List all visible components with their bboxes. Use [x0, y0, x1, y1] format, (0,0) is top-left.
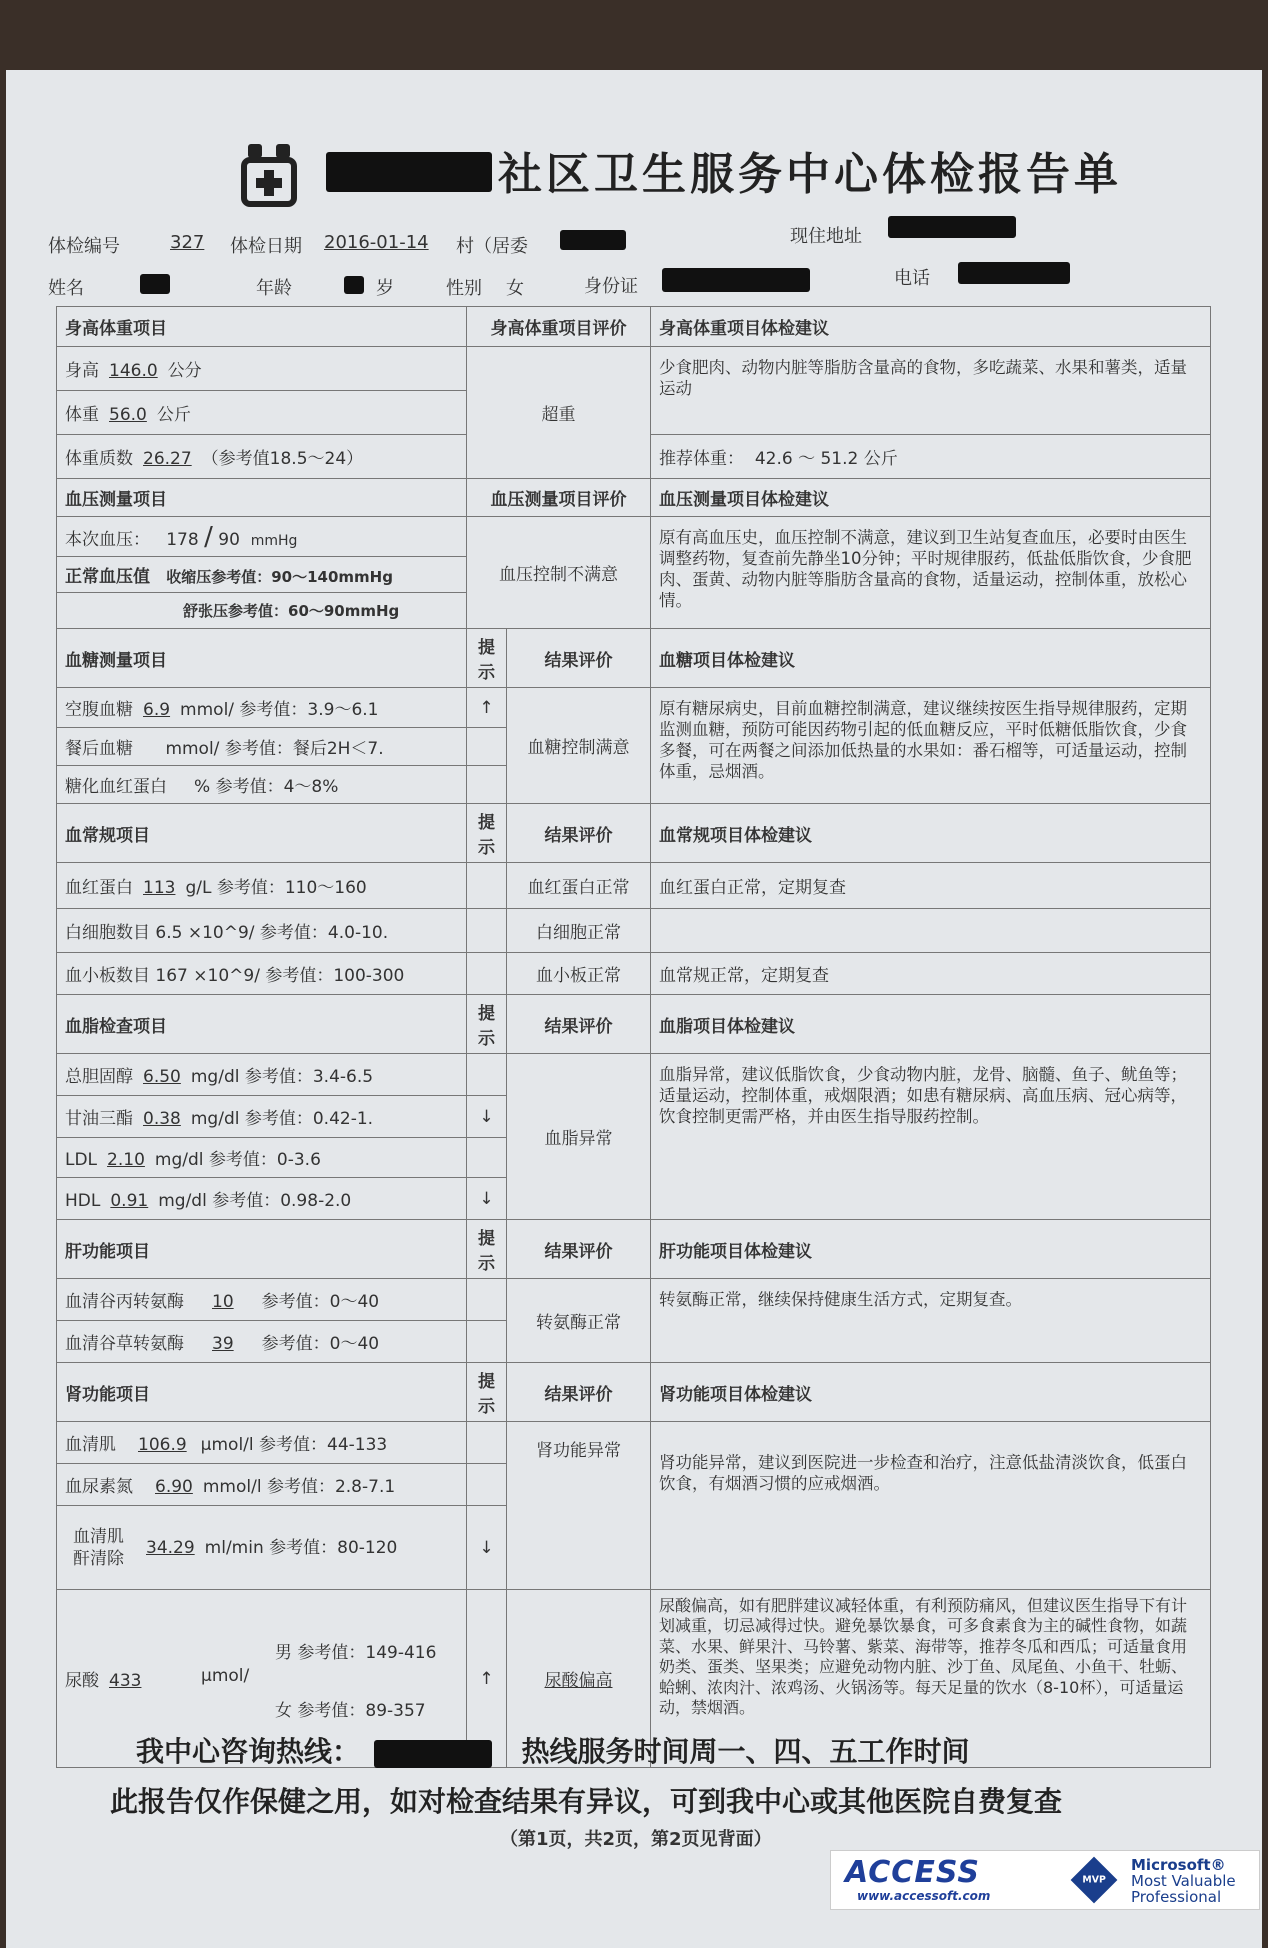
exam-no-value: 327 — [170, 232, 205, 253]
ast-hint — [467, 1321, 507, 1363]
wbc-hint — [467, 909, 507, 953]
hb-ref: g/L 参考值：110～160 — [185, 878, 367, 898]
recommend-low: 42.6 — [754, 449, 793, 469]
alt-ref: 参考值：0～40 — [261, 1292, 380, 1312]
height-value: 146.0 — [109, 361, 158, 381]
ldl-ref: mg/dl 参考值：0-3.6 — [154, 1150, 321, 1170]
tg-ref: mg/dl 参考值：0.42-1. — [190, 1109, 374, 1129]
ccr-ref: ml/min 参考值：80-120 — [204, 1537, 398, 1558]
bp-unit: mmHg — [250, 532, 298, 549]
bp-advice: 原有高血压史，血压控制不满意，建议到卫生站复查血压，必要时由医生调整药物，复查前先静坐10分钟；平时规律服药，低盐低脂饮食，少食肥肉、蛋黄、动物内脏等脂肪含量高的食物，适量运动，控制体重，放松心情。 — [651, 517, 1211, 629]
weight-row — [57, 391, 467, 435]
bp-current-label: 本次血压： — [65, 529, 150, 550]
alt-row — [57, 1279, 467, 1321]
hotline-hours: 热线服务时间周一、四、五工作时间 — [521, 1735, 970, 1768]
bp-diastolic: 90 — [218, 529, 240, 550]
hba1c-label: 糖化血红蛋白 — [65, 777, 167, 797]
kidney-hint-header: 提示 — [467, 1363, 507, 1422]
bp-sys-ref-row — [57, 557, 467, 593]
exam-table — [56, 306, 1211, 1768]
address-label: 现住地址 — [790, 226, 862, 247]
redacted-phone — [958, 262, 1070, 284]
glucose-result-header: 结果评价 — [507, 629, 651, 688]
hdl-value: 0.91 — [110, 1191, 149, 1211]
bmi-value: 26.27 — [143, 449, 192, 469]
uric-male-ref: 男 参考值：149-416 — [275, 1642, 437, 1663]
mvp-icon — [1071, 1857, 1118, 1904]
kidney-advice: 肾功能异常，建议到医院进一步检查和治疗，注意低盐清淡饮食，低蛋白饮食，有烟酒习惯的应戒烟酒。 — [651, 1422, 1211, 1590]
uric-label: 尿酸 — [65, 1670, 99, 1691]
bp-sys-ref: 收缩压参考值：90～140mmHg — [166, 568, 393, 586]
liver-section-title: 肝功能项目 — [57, 1220, 467, 1279]
bp-advice-header: 血压测量项目体检建议 — [651, 479, 1211, 517]
ast-value: 39 — [212, 1334, 234, 1354]
ccr-row — [57, 1506, 467, 1590]
fasting-row — [57, 688, 467, 728]
cr-ref: μmol/l 参考值：44-133 — [200, 1435, 388, 1455]
body-advice: 少食肥肉、动物内脏等脂肪含量高的食物，多吃蔬菜、水果和薯类，适量运动 — [651, 347, 1211, 435]
access-brand: ACCESS — [845, 1855, 980, 1890]
cr-value: 106.9 — [138, 1435, 187, 1455]
weight-value: 56.0 — [109, 405, 147, 425]
redacted-id — [662, 268, 810, 292]
bp-current-row — [57, 517, 467, 557]
tg-label: 甘油三酯 — [65, 1109, 133, 1129]
body-section-title: 身高体重项目 — [57, 307, 467, 347]
tg-row — [57, 1096, 467, 1138]
kidney-result-header: 结果评价 — [507, 1363, 651, 1422]
post-meal-ref: mmol/ 参考值：餐后2H＜7. — [165, 739, 384, 759]
lipid-eval: 血脂异常 — [507, 1054, 651, 1220]
wbc-label: 白细胞数目 — [65, 923, 150, 943]
redacted-name — [140, 274, 170, 294]
cr-label: 血清肌 — [65, 1435, 116, 1455]
ccr-hint: ↓ — [467, 1506, 507, 1590]
bp-eval: 血压控制不满意 — [467, 517, 651, 629]
ast-label: 血清谷草转氨酶 — [65, 1334, 184, 1354]
bp-dia-ref: 舒张压参考值：60～90mmHg — [183, 602, 400, 620]
lipid-advice-header: 血脂项目体检建议 — [651, 995, 1211, 1054]
plt-advice: 血常规正常，定期复查 — [651, 953, 1211, 995]
hb-value: 113 — [143, 878, 176, 898]
hospital-logo — [238, 142, 300, 208]
cr-hint — [467, 1422, 507, 1464]
cr-row — [57, 1422, 467, 1464]
glucose-hint-header: 提示 — [467, 629, 507, 688]
uric-unit: μmol/ — [201, 1665, 250, 1686]
disclaimer: 此报告仅作保健之用，如对检查结果有异议，可到我中心或其他医院自费复查 — [110, 1785, 1063, 1818]
plt-eval: 血小板正常 — [507, 953, 651, 995]
hdl-ref: mg/dl 参考值：0.98-2.0 — [158, 1191, 352, 1211]
redacted-center-name — [326, 152, 492, 192]
hdl-hint: ↓ — [467, 1178, 507, 1220]
lipid-advice: 血脂异常，建议低脂饮食，少食动物内脏，龙骨、脑髓、鱼子、鱿鱼等；适量运动，控制体重，戒烟限酒；如患有糖尿病、高血压病、冠心病等，饮食控制更需严格，并由医生指导服药控制。 — [651, 1054, 1211, 1220]
wbc-ref: 6.5 ×10^9/ 参考值：4.0-10. — [155, 923, 389, 943]
bmi-label: 体重质数 — [65, 449, 133, 469]
post-meal-row — [57, 728, 467, 766]
ast-ref: 参考值：0～40 — [261, 1334, 380, 1354]
height-row — [57, 347, 467, 391]
page-indicator: （第1页，共2页，第2页见背面） — [500, 1829, 772, 1850]
exam-date-label: 体检日期 — [230, 236, 302, 257]
liver-advice: 转氨酶正常，继续保持健康生活方式，定期复查。 — [651, 1279, 1211, 1363]
sex-value: 女 — [506, 278, 524, 299]
redacted-village — [560, 230, 626, 250]
bp-dia-ref-row — [57, 593, 467, 629]
hotline-label: 我中心咨询热线： — [136, 1735, 361, 1768]
sex-label: 性别 — [446, 278, 482, 299]
tc-ref: mg/dl 参考值：3.4-6.5 — [190, 1067, 374, 1087]
plt-hint — [467, 953, 507, 995]
bun-hint — [467, 1464, 507, 1506]
bp-systolic: 178 — [166, 529, 199, 550]
recommend-high: 51.2 — [820, 449, 859, 469]
id-label: 身份证 — [584, 276, 638, 297]
lipid-result-header: 结果评价 — [507, 995, 651, 1054]
body-eval: 超重 — [467, 347, 651, 479]
mvp-label: MVP — [1082, 1874, 1106, 1886]
weight-label: 体重 — [65, 405, 99, 425]
blood-result-header: 结果评价 — [507, 804, 651, 863]
glucose-section-title: 血糖测量项目 — [57, 629, 467, 688]
post-meal-label: 餐后血糖 — [65, 739, 133, 759]
mvp-line-1: Microsoft® — [1131, 1856, 1226, 1874]
redacted-age — [344, 276, 364, 294]
ldl-value: 2.10 — [107, 1150, 145, 1170]
bun-ref: mmol/l 参考值：2.8-7.1 — [202, 1477, 396, 1497]
lipid-section-title: 血脂检查项目 — [57, 995, 467, 1054]
redacted-hotline — [374, 1740, 492, 1768]
hb-row — [57, 863, 467, 909]
kidney-eval: 肾功能异常 — [507, 1422, 651, 1590]
alt-hint — [467, 1279, 507, 1321]
mvp-text — [1131, 1857, 1236, 1905]
post-meal-hint — [467, 728, 507, 766]
fasting-ref: mmol/ 参考值：3.9～6.1 — [180, 700, 379, 720]
recommend-unit: 公斤 — [863, 449, 898, 469]
wbc-row — [57, 909, 467, 953]
kidney-section-title: 肾功能项目 — [57, 1363, 467, 1422]
hba1c-row — [57, 766, 467, 804]
kidney-advice-header: 肾功能项目体检建议 — [651, 1363, 1211, 1422]
lipid-hint-header: 提示 — [467, 995, 507, 1054]
bp-normal-label: 正常血压值 — [65, 567, 150, 587]
fasting-value: 6.9 — [143, 700, 171, 720]
exam-date-value: 2016-01-14 — [324, 232, 429, 253]
access-mvp-watermark — [830, 1850, 1260, 1910]
bp-slash: / — [204, 521, 213, 552]
fasting-hint: ↑ — [467, 688, 507, 728]
hb-label: 血红蛋白 — [65, 878, 133, 898]
mvp-line-2: Most Valuable — [1131, 1872, 1236, 1890]
body-advice-header: 身高体重项目体检建议 — [651, 307, 1211, 347]
uric-hint: ↑ — [467, 1590, 507, 1768]
tc-row — [57, 1054, 467, 1096]
hdl-row — [57, 1178, 467, 1220]
wbc-eval: 白细胞正常 — [507, 909, 651, 953]
uric-advice: 尿酸偏高，如有肥胖建议减轻体重，有利预防痛风，但建议医生指导下有计划减重，切忌减得过快。避免暴饮暴食，可多食素食为主的碱性食物，如蔬菜、水果、鲜果汁、马铃薯、紫菜、海带等，推荐冬瓜和西瓜；可适量食用奶类、蛋类、坚果类；应避免动物内脏、沙丁鱼、凤尾鱼、小鱼干、牡蛎、蛤蜊、浓肉汁、浓鸡汤、火锅汤等。每天足量的饮水（8-10杯），可适量运动，禁烟酒。 — [651, 1590, 1211, 1768]
ast-row — [57, 1321, 467, 1363]
ldl-hint — [467, 1138, 507, 1178]
body-eval-header: 身高体重项目评价 — [467, 307, 651, 347]
alt-label: 血清谷丙转氨酶 — [65, 1292, 184, 1312]
bun-row — [57, 1464, 467, 1506]
bp-section-title: 血压测量项目 — [57, 479, 467, 517]
liver-eval: 转氨酶正常 — [507, 1279, 651, 1363]
plt-label: 血小板数目 — [65, 966, 150, 986]
tc-label: 总胆固醇 — [65, 1067, 133, 1087]
height-unit: 公分 — [167, 361, 202, 381]
tg-value: 0.38 — [143, 1109, 181, 1129]
bmi-ref: （参考值18.5～24） — [201, 449, 364, 469]
ccr-label-1: 血清肌 — [73, 1526, 124, 1547]
ccr-label-2: 酐清除 — [73, 1548, 124, 1569]
tc-value: 6.50 — [143, 1067, 181, 1087]
redacted-address — [888, 216, 1016, 238]
bmi-row — [57, 435, 467, 479]
access-url: www.accessoft.com — [857, 1889, 991, 1903]
uric-female-ref: 女 参考值：89-357 — [275, 1700, 426, 1721]
glucose-advice: 原有糖尿病史，目前血糖控制满意，建议继续按医生指导规律服药，定期监测血糖，预防可能因药物引起的低血糖反应，平时低糖低脂饮食，少食多餐，可在两餐之间添加低热量的水果如：番石榴等，可适量运动，控制体重，忌烟酒。 — [651, 688, 1211, 804]
mvp-line-3: Professional — [1131, 1888, 1222, 1906]
hba1c-hint — [467, 766, 507, 804]
ldl-row — [57, 1138, 467, 1178]
wbc-advice — [651, 909, 1211, 953]
blood-advice-header: 血常规项目体检建议 — [651, 804, 1211, 863]
tc-hint — [467, 1054, 507, 1096]
blood-section-title: 血常规项目 — [57, 804, 467, 863]
hb-hint — [467, 863, 507, 909]
uric-eval: 尿酸偏高 — [507, 1590, 651, 1768]
plt-row — [57, 953, 467, 995]
plt-ref: 167 ×10^9/ 参考值：100-300 — [155, 966, 405, 986]
hb-advice: 血红蛋白正常，定期复查 — [651, 863, 1211, 909]
name-label: 姓名 — [48, 278, 84, 299]
age-unit: 岁 — [376, 278, 394, 299]
recommend-sep: ～ — [798, 449, 816, 469]
report-title: 社区卫生服务中心体检报告单 — [498, 149, 1122, 200]
phone-label: 电话 — [894, 268, 930, 289]
glucose-eval: 血糖控制满意 — [507, 688, 651, 804]
hdl-label: HDL — [65, 1191, 101, 1211]
liver-advice-header: 肝功能项目体检建议 — [651, 1220, 1211, 1279]
liver-result-header: 结果评价 — [507, 1220, 651, 1279]
blood-hint-header: 提示 — [467, 804, 507, 863]
ccr-value: 34.29 — [146, 1537, 195, 1558]
tg-hint: ↓ — [467, 1096, 507, 1138]
hb-eval: 血红蛋白正常 — [507, 863, 651, 909]
ldl-label: LDL — [65, 1150, 98, 1170]
age-label: 年龄 — [256, 278, 292, 299]
uric-value: 433 — [109, 1670, 142, 1691]
recommend-label: 推荐体重： — [659, 449, 744, 469]
alt-value: 10 — [212, 1292, 234, 1312]
hba1c-ref: % 参考值：4～8% — [194, 777, 339, 797]
glucose-advice-header: 血糖项目体检建议 — [651, 629, 1211, 688]
bun-value: 6.90 — [155, 1477, 193, 1497]
liver-hint-header: 提示 — [467, 1220, 507, 1279]
height-label: 身高 — [65, 361, 99, 381]
exam-no-label: 体检编号 — [48, 236, 120, 257]
fasting-label: 空腹血糖 — [65, 700, 133, 720]
bun-label: 血尿素氮 — [65, 1477, 133, 1497]
recommend-weight — [651, 435, 1211, 479]
hotline-line — [136, 1730, 970, 1770]
weight-unit: 公斤 — [156, 405, 191, 425]
village-label: 村（居委 — [456, 236, 528, 257]
bp-eval-header: 血压测量项目评价 — [467, 479, 651, 517]
